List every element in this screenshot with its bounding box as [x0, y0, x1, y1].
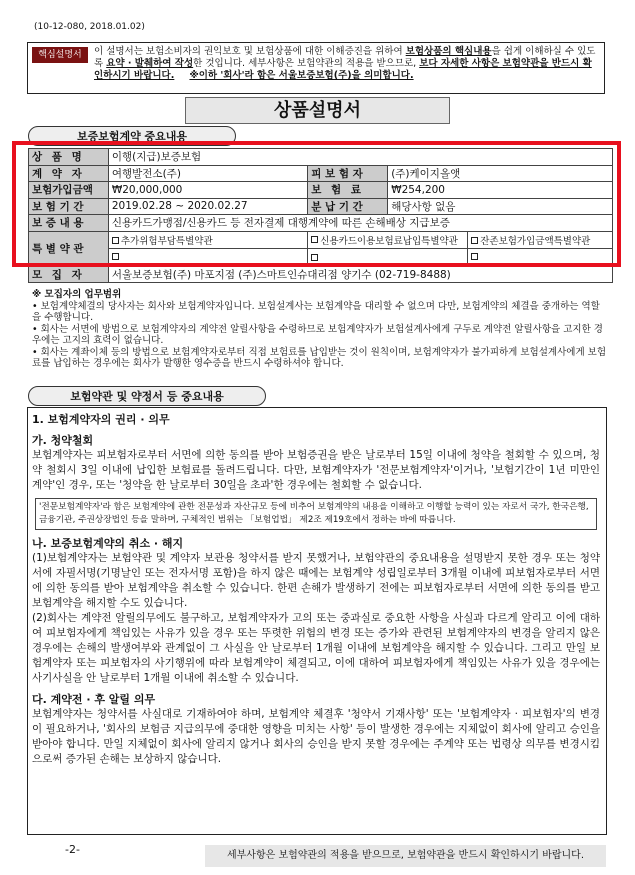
cancellation-text-1: (1)보험계약자는 보험약관 및 계약자 보관용 청약서를 받지 못했거나, 보험약관의 중요내용을 설명받지 못한 경우 또는 청약서에 자필서명(기명날인 또는 전자서명 포함)을 하지 않은 때에는 보험계약 성립일로부터 3개월 이내에 피보험자로부터 서면에 의한 동의를 받아 보험계약을 취소할 수 있습니다. 한편 손해가 발생하기 전에는 피보험자로부터 서면에 의한 동의를 받고 보험계약을 해지할 수도 있습니다. — [32, 552, 600, 609]
disclosure-heading: 다. 계약전 · 후 알릴 의무 — [32, 693, 156, 706]
professional-contractor-note: '전문보험계약자'라 함은 보험계약에 관한 전문성과 자산규모 등에 비추어 보험계약의 내용을 이해하고 이행할 능력이 있는 자로서 국가, 한국은행, 금융기관, 주권상장법인 등을 말하며, 구체적인 범위는 「보험업법」 제2조 제19호에서 정하는 바에 따릅니다. — [35, 498, 597, 530]
special-term-3: 잔존보험가입금액특별약관 — [468, 233, 590, 247]
insured-label: 피 보 험 자 — [308, 165, 388, 182]
period-value: 2019.02.28 ~ 2020.02.27 — [108, 198, 307, 215]
special-term-2: 신용카드이용보험료납입특별약관 — [308, 232, 468, 249]
terms-box — [27, 407, 607, 835]
summary-notice-box — [27, 42, 605, 94]
key-summary-badge: 핵심설명서 — [32, 47, 88, 63]
withdrawal-heading: 가. 청약철회 — [32, 434, 94, 447]
special-terms-label: 특 별 약 관 — [29, 231, 109, 266]
insured-value: (주)케이지올앳 — [388, 165, 613, 182]
contractor-label: 계 약 자 — [29, 165, 109, 182]
amount-label: 보험가입금액 — [29, 182, 109, 199]
agent-value: 서울보증보험(주) 마포지점 (주)스마트인슈대리점 양기수 (02-719-8488) — [108, 266, 612, 283]
premium-label: 보 험 료 — [308, 182, 388, 199]
rights-heading: 1. 보험계약자의 권리 · 의무 — [32, 413, 170, 426]
section-title-contract: 보증보험계약 중요내용 — [28, 126, 236, 146]
cancellation-heading: 나. 보증보험계약의 취소 · 해지 — [32, 537, 184, 550]
agent-scope-title: ※ 모집자의 업무범위 — [32, 289, 122, 300]
highlight-box — [12, 141, 621, 267]
notice-text: 이 설명서는 보험소비자의 권익보호 및 보험상품에 대한 이해증진을 위하여 보험상품의 핵심내용을 쉽게 이해하실 수 있도록 요약 · 발췌하여 작성한 것입니다. 세부사항은 보험약관의 적용을 받으므로, 보다 자세한 사항은 보험약관을 반드시 확인하시기 바랍니다. ※이하 '회사'라 함은 서울보증보험(주)을 의미합니다. — [94, 46, 596, 81]
agent-scope-bullet-2: • 회사는 서면에 방법으로 보험계약자의 계약전 알릴사항을 수령하므로 보험계약자가 보험설계사에게 구두로 계약전 알릴사항을 고지한 경우에는 고지의 효력이 없습니다. — [32, 323, 603, 346]
withdrawal-text: 보험계약자는 피보험자로부터 서면에 의한 동의를 받아 보험증권을 받은 날로부터 15일 이내에 청약을 철회할 수 있으며, 청약 철회시 3일 이내에 납입한 보험료를 돌려드립니다. 다만, 보험계약자가 '전문보험계약자'이거나, '보험기간이 1년 미만인 계약'인 경우, 또는 '청약을 한 날로부터 30일을 초과'한 경우에는 철회할 수 없습니다. — [32, 449, 600, 491]
product-label: 상 품 명 — [29, 149, 109, 166]
section-title-terms: 보험약관 및 약정서 등 중요내용 — [28, 386, 266, 406]
agent-label: 모 집 자 — [29, 266, 109, 283]
agent-scope-bullet-1: • 보험계약체결의 당사자는 회사와 보험계약자입니다. 보험설계사는 보험계약을 대리할 수 없으며 다만, 보험계약의 체결을 중개하는 역할을 수행합니다. — [32, 300, 600, 323]
cancellation-text-2: (2)회사는 계약전 알릴의무에도 불구하고, 보험계약자가 고의 또는 중과실로 중요한 사항을 사실과 다르게 알리고 이에 대하여 피보험자에게 책임있는 사유가 있을 경우 또는 뚜렷한 위험의 변경 또는 증가와 관련된 보험계약자의 변경을 알리지 않은 경우에는 손해의 발생여부와 관계없이 그 사실을 안 날로부터 1개월 이내에 보험계약을 해지할 수 있습니다. 그리고 만일 보험계약자 또는 피보험자의 사기행위에 따라 보험계약이 체결되고, 이에 대하여 피보험자에게 책임있는 사유가 있을 경우에는 사기사실을 안 날로부터 1개월 이내에 취소할 수 있습니다. — [32, 612, 600, 684]
agent-scope-bullet-3: • 회사는 계좌이체 등의 방법으로 보험계약자로부터 직접 보험료를 납입받는 것이 원칙이며, 보험계약자가 불가피하게 보험설계사에게 보험료를 납입하는 경우에는 회사가 발행한 영수증을 반드시 수령하셔야 합니다. — [32, 346, 606, 369]
doc-code: (10-12-080, 2018.01.02) — [34, 22, 145, 32]
amount-value: ₩20,000,000 — [108, 182, 307, 199]
coverage-label: 보 증 내 용 — [29, 215, 109, 232]
coverage-value: 신용카드가맹점/신용카드 등 전자결제 대행계약에 따른 손해배상 지급보증 — [108, 215, 612, 232]
footer-note: 세부사항은 보험약관의 적용을 받으므로, 보험약관을 반드시 확인하시기 바랍니다. — [205, 845, 606, 867]
contractor-value: 여행발전소(주) — [108, 165, 307, 182]
premium-value: ₩254,200 — [388, 182, 613, 199]
installment-label: 분 납 기 간 — [308, 198, 388, 215]
page-number: -2- — [65, 843, 80, 856]
product-value: 이행(지급)보증보험 — [108, 149, 612, 166]
installment-value: 해당사항 없음 — [388, 198, 613, 215]
period-label: 보 험 기 간 — [29, 198, 109, 215]
special-term-1: 추가위험부담특별약관 — [108, 231, 307, 249]
disclosure-text: 보험계약자는 청약서를 사실대로 기재하여야 하며, 보험계약 체결후 '청약서 기재사항' 또는 '보험계약자 · 피보험자'의 변경이 필요하거나, '회사의 보험금 지급의무에 중대한 영향을 미치는 사항' 등이 발생한 경우에는 지체없이 회사에 알리고 승인을 받아야 합니다. 만일 지체없이 회사에 알리지 않거나 회사의 승인을 받지 못할 경우에는 주계약 또는 법령상 의무를 변경시킴으로써 증가된 손해는 보상하지 않습니다. — [32, 708, 600, 765]
agent-scope-section — [32, 289, 607, 370]
page-title: 상품설명서 — [185, 97, 450, 124]
